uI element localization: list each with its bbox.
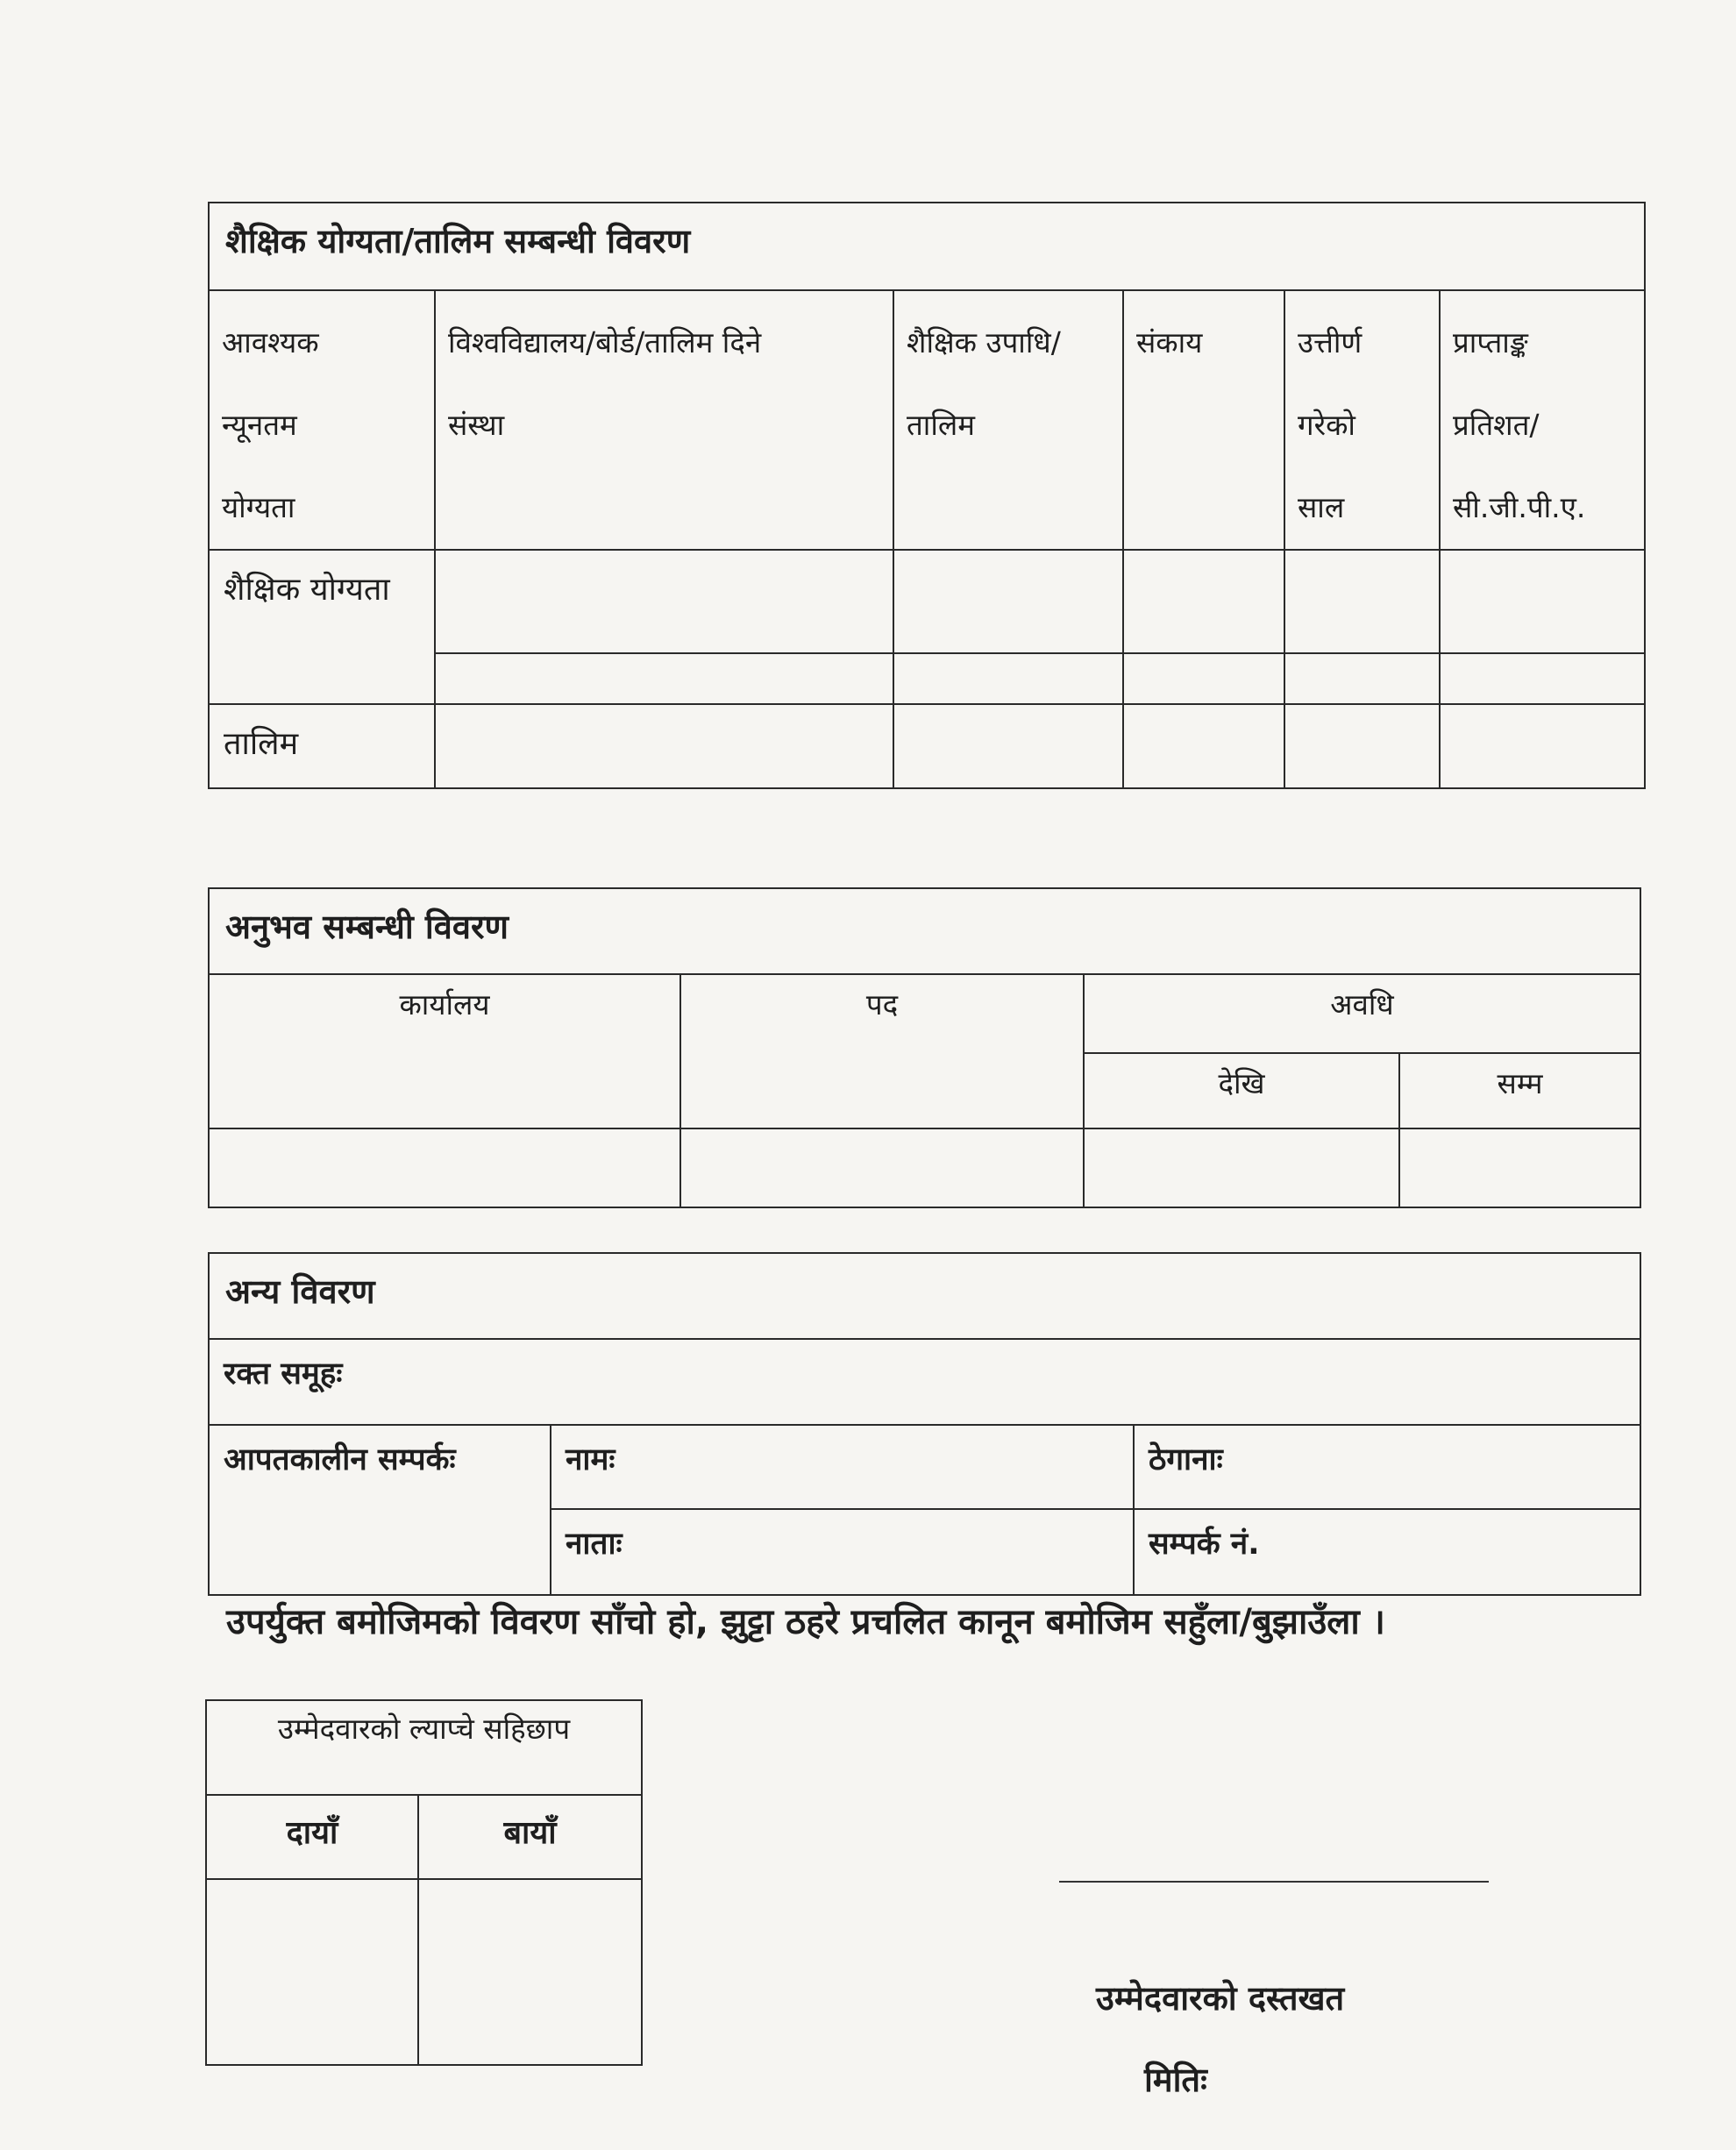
header-required-qualification: आवश्यक न्यूनतम योग्यता [209,290,435,550]
blood-group-field[interactable]: रक्त समूहः [209,1339,1640,1425]
experience-from-cell[interactable] [1084,1128,1399,1207]
other-section-title: अन्य विवरण [209,1253,1640,1339]
emergency-address-field[interactable]: ठेगानाः [1134,1425,1640,1509]
training-faculty-cell[interactable] [1123,704,1284,788]
header-period: अवधि [1084,974,1640,1053]
header-faculty: संकाय [1123,290,1284,550]
education-section-title: शैक्षिक योग्यता/तालिम सम्बन्धी विवरण [209,203,1645,290]
experience-table [208,887,1641,1208]
academic-faculty-cell-1[interactable] [1123,550,1284,653]
header-passed-year: उत्तीर्ण गरेको साल [1284,290,1440,550]
academic-year-cell-2[interactable] [1284,653,1440,704]
declaration-text: उपर्युक्त बमोजिमको विवरण साँचो हो, झुट्टा ठहरे प्रचलित कानून बमोजिम सहुँला/बुझाउँला । [226,1602,1385,1642]
header-degree: शैक्षिक उपाधि/ तालिम [893,290,1123,550]
row-label-academic: शैक्षिक योग्यता [209,550,435,704]
academic-degree-cell-1[interactable] [893,550,1123,653]
header-to: सम्म [1399,1053,1640,1128]
academic-institution-cell-2[interactable] [435,653,893,704]
education-table [208,202,1646,789]
emergency-name-field[interactable]: नामः [551,1425,1134,1509]
fingerprint-table [205,1699,643,2066]
header-from: देखि [1084,1053,1399,1128]
row-label-training: तालिम [209,704,435,788]
experience-office-cell[interactable] [209,1128,680,1207]
experience-post-cell[interactable] [680,1128,1084,1207]
other-details-table [208,1252,1641,1596]
header-office: कार्यालय [209,974,680,1128]
fingerprint-right-label: दायाँ [206,1795,418,1879]
academic-institution-cell-1[interactable] [435,550,893,653]
training-percentage-cell[interactable] [1440,704,1645,788]
header-percentage: प्राप्ताङ्क प्रतिशत/ सी.जी.पी.ए. [1440,290,1645,550]
header-institution: विश्वविद्यालय/बोर्ड/तालिम दिने संस्था [435,290,893,550]
emergency-relation-field[interactable]: नाताः [551,1509,1134,1595]
academic-faculty-cell-2[interactable] [1123,653,1284,704]
date-label: मितिः [1144,2061,1207,2099]
fingerprint-right-box[interactable] [206,1879,418,2065]
training-degree-cell[interactable] [893,704,1123,788]
fingerprint-title: उम्मेदवारको ल्याप्चे सहिछाप [206,1700,642,1795]
experience-to-cell[interactable] [1399,1128,1640,1207]
fingerprint-left-label: बायाँ [418,1795,642,1879]
emergency-contact-number-field[interactable]: सम्पर्क नं. [1134,1509,1640,1595]
header-post: पद [680,974,1084,1128]
fingerprint-left-box[interactable] [418,1879,642,2065]
training-year-cell[interactable] [1284,704,1440,788]
academic-percentage-cell-2[interactable] [1440,653,1645,704]
academic-degree-cell-2[interactable] [893,653,1123,704]
training-institution-cell[interactable] [435,704,893,788]
academic-year-cell-1[interactable] [1284,550,1440,653]
emergency-contact-label: आपतकालीन सम्पर्कः [209,1425,551,1595]
signature-label: उम्मेदवारको दस्तखत [1096,1979,1345,2018]
academic-percentage-cell-1[interactable] [1440,550,1645,653]
experience-section-title: अनुभव सम्बन्धी विवरण [209,888,1640,974]
signature-line[interactable] [1059,1881,1489,1883]
